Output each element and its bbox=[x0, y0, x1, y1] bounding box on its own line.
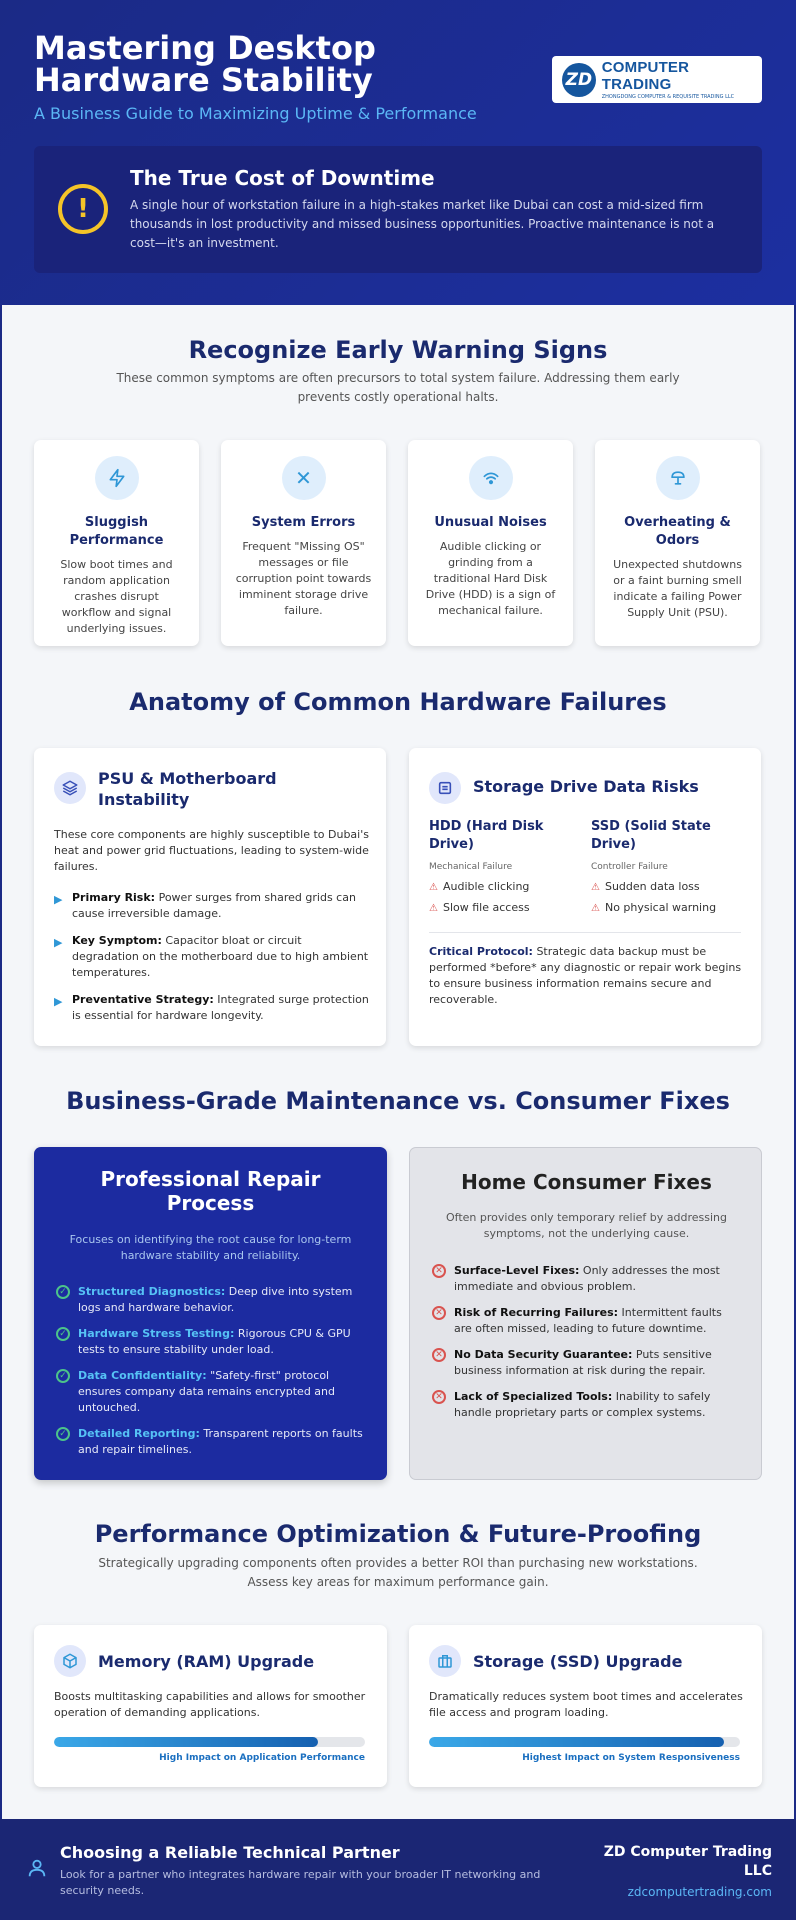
home-title: Home Consumer Fixes bbox=[461, 1170, 712, 1194]
ram-text: Boosts multitasking capabilities and allows for smoother operation of demanding applications. bbox=[54, 1690, 366, 1719]
triangle-bullet-icon: ▶ bbox=[54, 893, 63, 906]
storage-title: Storage Drive Data Risks bbox=[473, 777, 699, 796]
x-circle-icon: ✕ bbox=[432, 1306, 446, 1320]
divider bbox=[429, 932, 741, 933]
ram-impact-bar bbox=[54, 1737, 365, 1747]
downtime-title: The True Cost of Downtime bbox=[130, 166, 435, 190]
ssd-risk-item: ⚠ Sudden data loss bbox=[591, 880, 700, 893]
ssd-impact-label: Highest Impact on System Responsiveness bbox=[522, 1753, 740, 1763]
critical-protocol: Critical Protocol: Strategic data backup must be performed *before* any diagnostic or repair work begins to ensure business information remains secure and recoverable. bbox=[429, 945, 742, 1006]
hdd-title: HDD (Hard Disk Drive) bbox=[429, 819, 544, 852]
warning-signs-description: These common symptoms are often precursors to total system failure. Addressing them early prevents costly operational halts. bbox=[116, 371, 680, 404]
x-circle-icon: ✕ bbox=[432, 1390, 446, 1404]
professional-item: ✓ Detailed Reporting: Transparent reports on faults and repair timelines. bbox=[56, 1426, 366, 1458]
psu-bullet-primary-risk: ▶ Primary Risk: Power surges from shared grids can cause irreversible damage. bbox=[54, 891, 356, 920]
ssd-risk-item: ⚠ No physical warning bbox=[591, 901, 717, 914]
performance-description: Strategically upgrading components often provides a better ROI than purchasing new workstations. Assess key areas for maximum performance gain. bbox=[98, 1556, 698, 1589]
warning-card-text: Slow boot times and random application crashes disrupt workflow and signal underlying issues. bbox=[60, 558, 173, 635]
cube-icon bbox=[54, 1645, 86, 1677]
professional-repair-panel bbox=[34, 1147, 387, 1480]
psu-intro: These core components are highly susceptible to Dubai's heat and power grid fluctuations, leading to system-wide failures. bbox=[54, 828, 369, 873]
logo-mark: ZD bbox=[562, 63, 596, 97]
storage-drive-icon bbox=[429, 772, 461, 804]
footer-company: ZD Computer Trading LLC bbox=[603, 1844, 772, 1879]
triangle-bullet-icon: ▶ bbox=[54, 995, 63, 1008]
ram-impact-label: High Impact on Application Performance bbox=[159, 1753, 365, 1763]
hdd-risk-item: ⚠ Audible clicking bbox=[429, 880, 530, 893]
warning-card-text: Unexpected shutdowns or a faint burning smell indicate a failing Power Supply Unit (PSU). bbox=[613, 558, 742, 619]
ssd-upgrade-text: Dramatically reduces system boot times and accelerates file access and program loading. bbox=[429, 1690, 743, 1719]
ssd-upgrade-card bbox=[409, 1625, 762, 1787]
heat-icon bbox=[656, 456, 700, 500]
person-icon bbox=[26, 1857, 48, 1879]
professional-item: ✓ Hardware Stress Testing: Rigorous CPU & GPU tests to ensure stability under load. bbox=[56, 1326, 366, 1358]
psu-title: PSU & Motherboard Instability bbox=[98, 769, 277, 809]
ram-title: Memory (RAM) Upgrade bbox=[98, 1652, 315, 1671]
ssd-upgrade-title: Storage (SSD) Upgrade bbox=[473, 1652, 683, 1671]
company-logo bbox=[552, 56, 762, 103]
check-circle-icon: ✓ bbox=[56, 1285, 70, 1299]
warning-card-text: Audible clicking or grinding from a traditional Hard Disk Drive (HDD) is a sign of mechanical failure. bbox=[425, 540, 556, 617]
warning-card-title: System Errors bbox=[251, 515, 356, 530]
professional-description: Focuses on identifying the root cause for long-term hardware stability and reliability. bbox=[69, 1233, 352, 1262]
check-circle-icon: ✓ bbox=[56, 1427, 70, 1441]
warning-triangle-icon: ⚠ bbox=[591, 903, 600, 914]
header bbox=[0, 0, 796, 305]
downtime-text: A single hour of workstation failure in a high-stakes market like Dubai can cost a mid-sized firm thousands in lost productivity and missed business opportunities. Proactive maintenance is not a cost—it's an investment. bbox=[130, 198, 715, 250]
page-title: Mastering Desktop Hardware Stability bbox=[34, 29, 376, 99]
home-description: Often provides only temporary relief by addressing symptoms, not the underlying cause. bbox=[446, 1211, 727, 1240]
professional-item: ✓ Structured Diagnostics: Deep dive into system logs and hardware behavior. bbox=[56, 1284, 366, 1316]
ram-upgrade-card bbox=[34, 1625, 387, 1787]
home-item: ✕ Risk of Recurring Failures: Intermittent faults are often missed, leading to future downtime. bbox=[432, 1305, 742, 1337]
logo-tagline: ZHONGDONG COMPUTER & REQUISITE TRADING LLC bbox=[601, 94, 735, 100]
triangle-bullet-icon: ▶ bbox=[54, 936, 63, 949]
psu-bullet-preventative: ▶ Preventative Strategy: Integrated surge protection is essential for hardware longevity. bbox=[54, 993, 369, 1022]
lightning-icon bbox=[95, 456, 139, 500]
home-item: ✕ Surface-Level Fixes: Only addresses the most immediate and obvious problem. bbox=[432, 1263, 742, 1295]
warning-triangle-icon: ⚠ bbox=[591, 882, 600, 893]
home-fixes-panel bbox=[409, 1147, 762, 1480]
warning-triangle-icon: ⚠ bbox=[429, 882, 438, 893]
ssd-impact-bar bbox=[429, 1737, 740, 1747]
footer bbox=[0, 1819, 796, 1920]
x-circle-icon: ✕ bbox=[432, 1264, 446, 1278]
exclamation-icon: ! bbox=[58, 184, 108, 234]
check-circle-icon: ✓ bbox=[56, 1327, 70, 1341]
ssd-title: SSD (Solid State Drive) bbox=[591, 819, 711, 852]
warning-card-title: Overheating & Odors bbox=[624, 515, 731, 548]
performance-title: Performance Optimization & Future-Proofing bbox=[94, 1520, 702, 1548]
storage-card bbox=[409, 748, 761, 1046]
briefcase-icon bbox=[429, 1645, 461, 1677]
warning-card-overheating bbox=[595, 440, 760, 646]
anatomy-title: Anatomy of Common Hardware Failures bbox=[129, 688, 667, 716]
logo-name: COMPUTER TRADING bbox=[601, 59, 690, 93]
home-item: ✕ Lack of Specialized Tools: Inability to safely handle proprietary parts or complex systems. bbox=[432, 1389, 742, 1421]
warning-card-title: Sluggish Performance bbox=[69, 515, 164, 548]
warning-card-title: Unusual Noises bbox=[434, 515, 547, 530]
layers-icon bbox=[54, 772, 86, 804]
footer-text: Look for a partner who integrates hardware repair with your broader IT networking and security needs. bbox=[60, 1868, 541, 1897]
check-circle-icon: ✓ bbox=[56, 1369, 70, 1383]
x-icon: ✕ bbox=[282, 456, 326, 500]
page-subtitle: A Business Guide to Maximizing Uptime & Performance bbox=[34, 104, 477, 123]
warning-card-sluggish bbox=[34, 440, 199, 646]
psu-card bbox=[34, 748, 386, 1046]
ssd-column bbox=[591, 818, 741, 914]
warning-card-errors bbox=[221, 440, 386, 646]
x-circle-icon: ✕ bbox=[432, 1348, 446, 1362]
hdd-column bbox=[429, 818, 579, 914]
ram-impact-fill bbox=[54, 1737, 318, 1747]
warning-card-text: Frequent "Missing OS" messages or file corruption point towards imminent storage drive failure. bbox=[235, 540, 372, 617]
professional-item: ✓ Data Confidentiality: "Safety-first" protocol ensures company data remains encrypted and untouched. bbox=[56, 1368, 366, 1416]
warning-signs-title: Recognize Early Warning Signs bbox=[188, 336, 608, 364]
footer-url[interactable]: zdcomputertrading.com bbox=[627, 1885, 772, 1899]
footer-title: Choosing a Reliable Technical Partner bbox=[60, 1843, 400, 1862]
psu-bullet-key-symptom: ▶ Key Symptom: Capacitor bloat or circuit degradation on the motherboard due to high ambient temperatures. bbox=[54, 934, 369, 979]
professional-title: Professional Repair Process bbox=[100, 1167, 321, 1215]
hdd-risk-item: ⚠ Slow file access bbox=[429, 901, 530, 914]
home-item: ✕ No Data Security Guarantee: Puts sensitive business information at risk during the repair. bbox=[432, 1347, 742, 1379]
warning-card-noises bbox=[408, 440, 573, 646]
downtime-callout bbox=[34, 146, 762, 273]
ssd-subtitle: Controller Failure bbox=[591, 862, 668, 872]
warning-triangle-icon: ⚠ bbox=[429, 903, 438, 914]
comparison-title: Business-Grade Maintenance vs. Consumer Fixes bbox=[66, 1087, 730, 1115]
ssd-impact-fill bbox=[429, 1737, 724, 1747]
sound-wave-icon bbox=[469, 456, 513, 500]
hdd-subtitle: Mechanical Failure bbox=[429, 862, 513, 872]
